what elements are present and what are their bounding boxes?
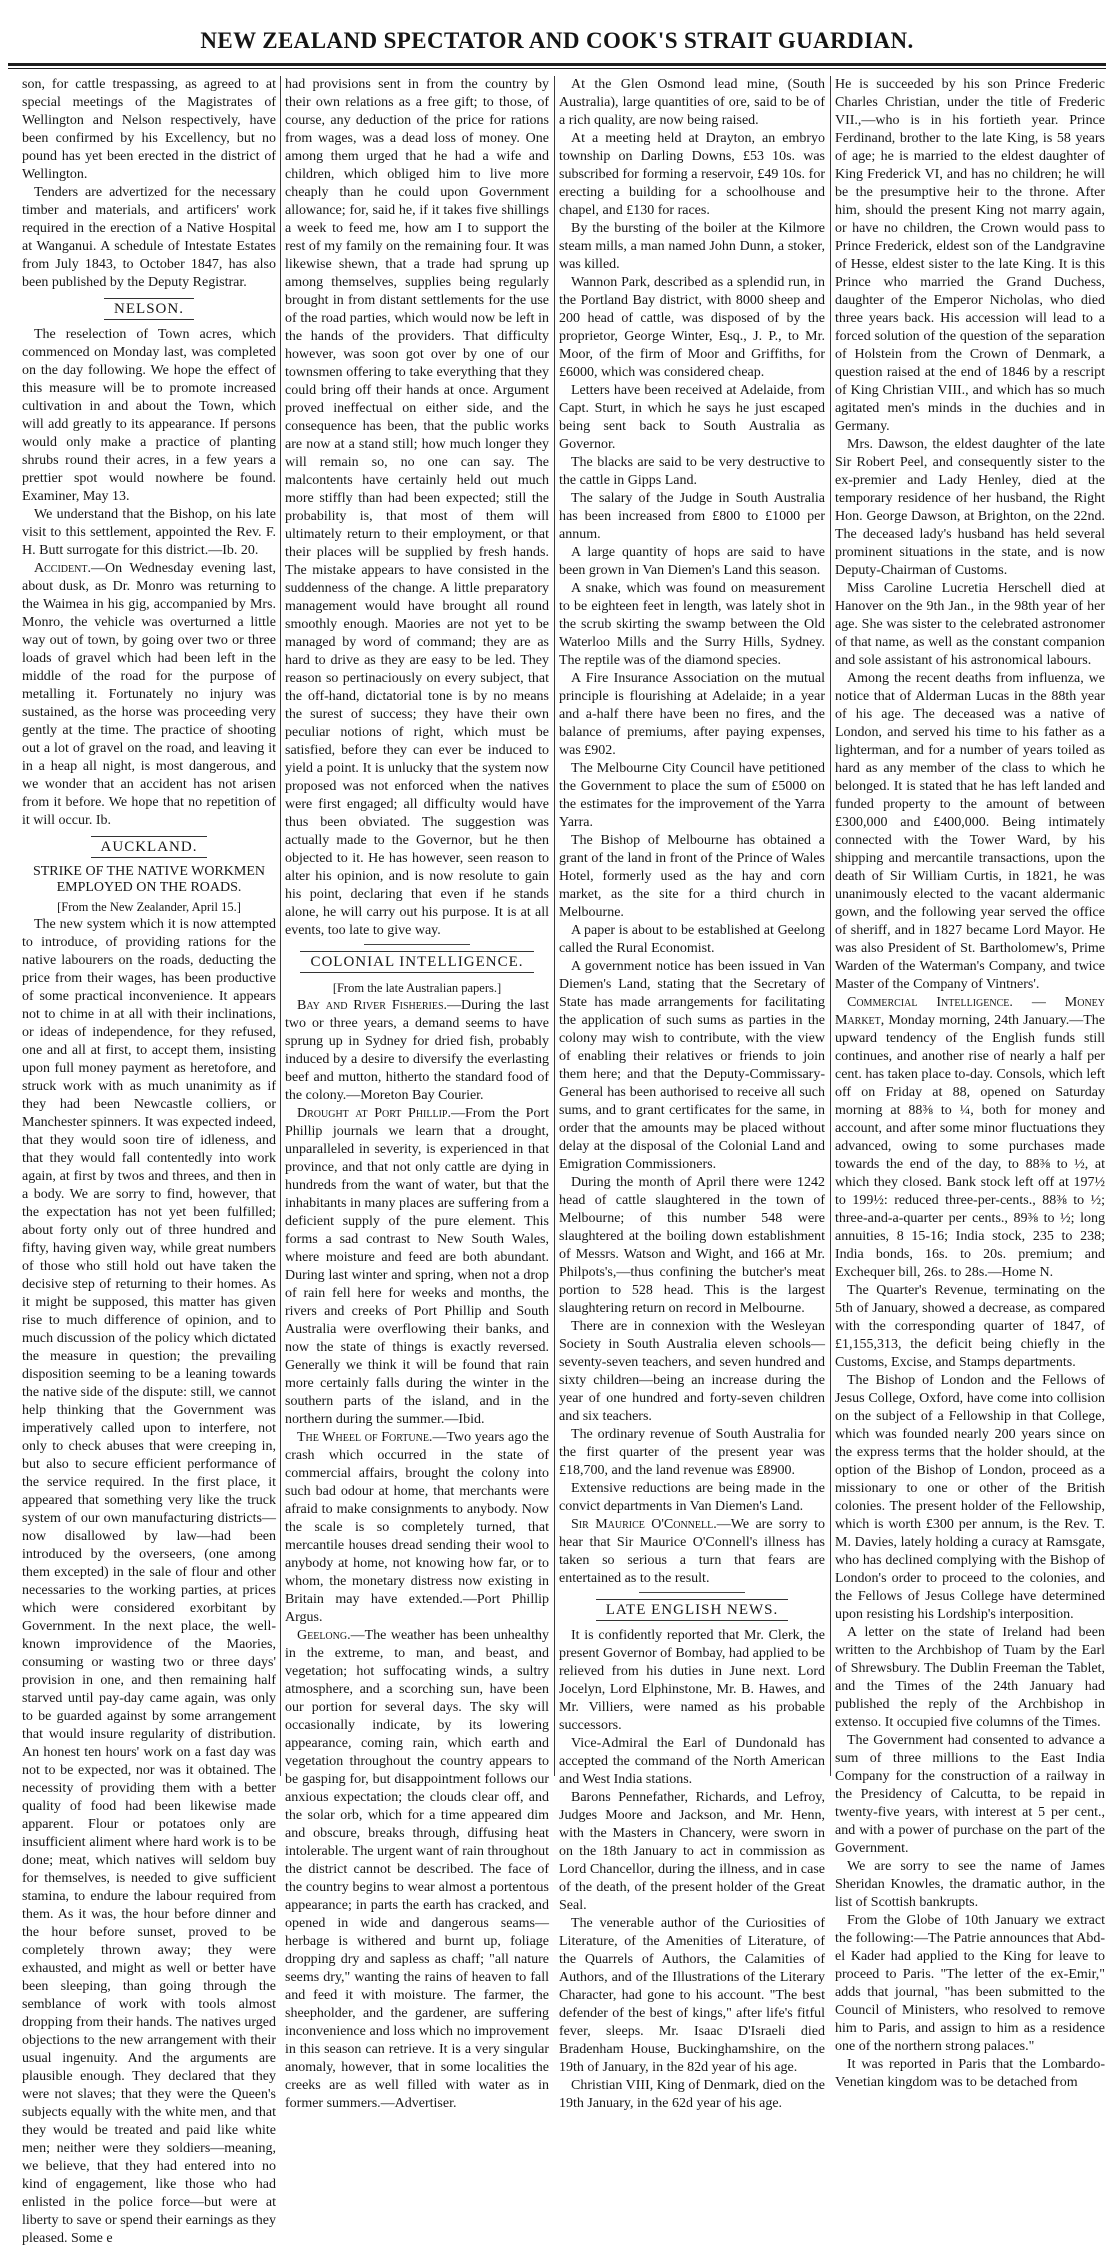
paragraph: A Fire Insurance Association on the mutual principle is flourishing at Adelaide; in a year and a-half there have been no fires, and the balance of premiums, after paying expenses, was £902. xyxy=(559,671,825,758)
paragraph: He is succeeded by his son Prince Frederic Charles Christian, under the title of Frederic VII.,—who is in his fortieth year. Prince Ferdinand, brother to the late King, is 58 years of age; he is married to the eldest daughter of King Frederick VI, and has no children; he will be the presumptive heir to the throne. After him, should the present King not marry again, or have no children, the Crown would pass to Prince Frederick, eldest son of the Landgravine of Hesse, eldest sister to the late King. It is this Prince who married the Grand Duchess, daughter of the Emperor Nicholas, who died three years back. His accession will lead to a forced solution of the question of the separation of Holstein from the Crown of Denmark, a question raised at the end of 1846 by a rescript of King Christian VIII., and which has so much agitated men's minds in the duchies and in Germany. xyxy=(835,77,1105,434)
paragraph: Drought at Port Phillip.—From the Port Phillip journals we learn that a drought, unparalleled in severity, is experienced in that province, and that not only cattle are dying in hundreds from the want of water, but that the inhabitants in many places are suffering from a deficient supply of the pure element. This forms a sad contrast to New South Wales, where moisture and feed are both abundant. During last winter and spring, when not a drop of rain fell here for weeks and months, the rivers and creeks of Port Phillip and South Australia were overflowing their banks, and now the state of things is exactly reversed. Generally we think it will be found that rain more certainly falls during the winter in the southern parts of the island, and in the northern during the summer.—Ibid. xyxy=(285,1106,549,1427)
paragraph: The Bishop of Melbourne has obtained a grant of the land in front of the Prince of Wales Hotel, formerly used as the hay and corn market, as the site for a third church in Melbourne. xyxy=(559,833,825,920)
paragraph: Miss Caroline Lucretia Herschell died at Hanover on the 9th Jan., in the 98th year of her age. She was sister to the celebrated astronomer of that name, as well as the constant companion and sole assistant of his astronomical labours. xyxy=(835,581,1105,668)
paragraph: It was reported in Paris that the Lombardo-Venetian kingdom was to be detached from xyxy=(835,2057,1105,2090)
paragraph: Accident.—On Wednesday evening last, about dusk, as Dr. Monro was returning to the Waimea in his gig, accompanied by Mrs. Monro, the vehicle was overturned a little way out of town, by going over two or three loads of gravel which had been left in the middle of the road for the purpose of metalling it. Fortunately no injury was sustained, as the horse was proceeding very gently at the time. The practice of shooting out a lot of gravel on the road, and leaving it in a heap all night, is most dangerous, and we wonder that an accident has not arisen from it before. We hope that no repetition of it will occur. Ib. xyxy=(22,561,276,828)
paragraph: At a meeting held at Drayton, an embryo township on Darling Downs, £53 10s. was subscribed for forming a reservoir, £49 10s. for erecting a building for a schoolhouse and chapel, and £130 for races. xyxy=(559,131,825,218)
column-divider xyxy=(280,76,281,1776)
paragraph: The Quarter's Revenue, terminating on the 5th of January, showed a decrease, as compared with the corresponding quarter of 1847, of £1,155,313, the deficit being chiefly in the Customs, Excise, and Stamps departments. xyxy=(835,1283,1105,1370)
section-title-colonial: COLONIAL INTELLIGENCE. xyxy=(285,951,549,973)
masthead-rule-thick xyxy=(8,63,1106,66)
paragraph: The Government had consented to advance a sum of three millions to the East India Company for the construction of a railway in the Presidency of Calcutta, to be repaid in twenty-five years, with interest at 5 per cent., and with a power of purchase on the part of the Government. xyxy=(835,1733,1105,1856)
paragraph: We understand that the Bishop, on his late visit to this settlement, appointed the Rev. F. H. Butt surrogate for this district.—Ib. 20. xyxy=(22,507,276,558)
paragraph: had provisions sent in from the country by their own relations as a free gift; to those, of course, any deduction of the price for rations from wages, was a dead loss of money. One among them urged that he had a wife and children, which obliged him to live more cheaply than he could upon Government allowance; for, said he, if it takes five shillings a week to feed me, how am I to support the rest of my family on the remaining four. It was likewise shewn, that a trade had sprung up among themselves, supplies being regularly brought in from distant settlements for the use of the road parties, which would now be left in the hands of the providers. That difficulty however, was soon got over by one of our townsmen offering to take everything that they could bring off their hands at once. Argument proved ineffectual on either side, and the consequence has been, that the public works are now at a stand still; how much longer they will remain so, no one can say. The malcontents have certainly held out much more stiffly than had been expected; still the probability is, that most of them will ultimately return to their employment, or that their places will be supplied by fresh hands. The mistake appears to have consisted in the suddenness of the change. A little preparatory management would have brought all round smoothly enough. Maories are not yet to be managed by word of command; they are as hard to drive as they are easy to be led. They reason so pertinaciously on every subject, that the off-hand, dictatorial tone is by no means the surest of success; they have their own peculiar notions of right, which must be satisfied, before they can ever be induced to yield a point. It is unlucky that the system now proposed was not enforced when the natives were first engaged; all difficulty would have thus been obviated. The suggestion was actually made to the Governor, but he then objected to it. He has however, seen reason to alter his opinion, and is now resolute to gain his point, declaring that even if he stands alone, he will carry out his purpose. It is at all events, too late to give way. xyxy=(285,77,549,938)
section-title-auckland: AUCKLAND. xyxy=(22,836,276,858)
run-in-heading: Drought at Port Phillip. xyxy=(297,1106,451,1121)
paragraph: Commercial Intelligence. — Money Market, Monday morning, 24th January.—The upward tendency of the English funds still continues, and another rise of nearly a half per cent. has taken place to-day. Consols, which left off on Friday at 88, opened on Saturday morning at 88⅜ to ¼, both for money and account, and after some minor fluctuations they advanced, owing to some purchases made towards the end of the day, to 88⅜ to ½, at which they closed. Bank stock left off at 197½ to 199½: reduced three-per-cents., 88⅜ to ½; three-and-a-quarter per cents., 89⅜ to ½; long annuities, 8 15-16; India stock, 235 to 238; India bonds, 16s. to 20s. premium; and Exchequer bill, 26s. to 28s.—Home N. xyxy=(835,995,1105,1280)
paragraph: Tenders are advertized for the necessary timber and materials, and artificers' work required in the erection of a Native Hospital at Wanganui. A schedule of Intestate Estates from July 1843, to October 1847, has also been published by the Deputy Registrar. xyxy=(22,185,276,290)
paragraph: The Wheel of Fortune.—Two years ago the crash which occurred in the state of commercial affairs, brought the colony into such bad odour at home, that merchants were afraid to make consignments to anybody. Now the scale is so completely turned, that mercantile houses dread sending their wool to anybody at home, not knowing how far, or to whom, the monetary distress now existing in Britain may have extended.—Port Phillip Argus. xyxy=(285,1430,549,1625)
section-title-late-english-news: LATE ENGLISH NEWS. xyxy=(559,1599,825,1621)
paragraph: Sir Maurice O'Connell.—We are sorry to hear that Sir Maurice O'Connell's illness has taken so serious a turn that fears are entertained as to the result. xyxy=(559,1517,826,1586)
paragraph: At the Glen Osmond lead mine, (South Australia), large quantities of ore, said to be of a rich quality, are now being raised. xyxy=(559,77,825,128)
paragraph: The Melbourne City Council have petitioned the Government to place the sum of £5000 on the estimates for the improvement of the Yarra Yarra. xyxy=(559,761,825,830)
paragraph: Christian VIII, King of Denmark, died on the 19th January, in the 62d year of his age. xyxy=(559,2078,825,2111)
paragraph: Among the recent deaths from influenza, we notice that of Alderman Lucas in the 88th year of his age. The deceased was a native of London, and served his time to his father as a lighterman, and for a number of years toiled as hard as any member of the class to which he belonged. It is stated that he has left landed and funded property to the amount of between £300,000 and £400,000. Being intimately connected with the Tower Ward, by his shipping and mercantile transactions, upon the death of Sir William Curtis, in 1821, he was unanimously elected to the vacant aldermanic gown, and the following year served the office of sheriff, and in 1827 became Lord Mayor. He was also President of St. Bartholomew's, Prime Warden of the Waterman's Company, and twice Master of the Company of Vintners'. xyxy=(835,671,1105,992)
paragraph: The reselection of Town acres, which commenced on Monday last, was completed on the day following. We hope the effect of this measure will be to promote increased cultivation in and about the Town, which will add greatly to its appearance. If persons would only make a practice of planting shrubs round their acres, in a few years a prettier spot would nowhere be found. Examiner, May 13. xyxy=(22,327,276,504)
paragraph: From the Globe of 10th January we extract the following:—The Patrie announces that Abd-el Kader had applied to the King for leave to proceed to Paris. "The letter of the ex-Emir," adds that journal, "has been submitted to the Council of Ministers, who resolved to remove him to Paris, and assign to him as a residence one of the northern strong palaces." xyxy=(835,1913,1105,2054)
paragraph: Bay and River Fisheries.—During the last two or three years, a demand seems to have sprung up in Sydney for dried fish, probably induced by a desire to diversify the everlasting beef and mutton, hitherto the standard food of the colony.—Moreton Bay Courier. xyxy=(285,998,550,1103)
masthead-rule-thin xyxy=(8,68,1106,69)
article-headline: STRIKE OF THE NATIVE WORKMEN EMPLOYED ON THE ROADS. xyxy=(32,864,266,895)
column-1 xyxy=(22,76,276,2246)
paragraph: The ordinary revenue of South Australia for the first quarter of the present year was £18,700, and the land revenue was £8900. xyxy=(559,1427,825,1478)
paragraph: A paper is about to be established at Geelong called the Rural Economist. xyxy=(559,923,825,956)
column-2 xyxy=(285,76,550,2111)
column-3 xyxy=(559,76,826,2111)
paragraph: The venerable author of the Curiosities of Literature, of the Amenities of Literature, of the Quarrels of Authors, the Calamities of Authors, and of the Illustrations of the Literary Character, had gone to his account. "The best defender of the best of kings," after life's fitful fever, sleeps. Mr. Isaac D'Israeli died Bradenham House, Buckinghamshire, on the 19th of January, in the 82d year of his age. xyxy=(559,1916,825,2075)
run-in-heading: Bay and River Fisheries. xyxy=(297,998,448,1013)
paragraph: The new system which it is now attempted to introduce, of providing rations for the native labourers on the roads, deducting the price from their wages, has been productive of some practical inconvenience. It appears not to chime in at all with their inclinations, or ideas of independence, for they refused, one and all at first, to accept them, insisting upon full money payment as heretofore, and struck work with as much unanimity as if they had been Newcastle colliers, or Manchester spinners. It was expected indeed, that they would soon tire of idleness, and that they would fall contentedly into work again, at first by twos and threes, and then in a body. We are sorry to find, however, that the expectation has not yet been fulfilled; about forty only out of three hundred and fifty, having given way, while great numbers of those who still hold out have taken the decisive step of returning to their homes. As it might be supposed, this matter has given rise to much difference of opinion, and to much discussion of the policy which dictated the measure in question; the prevailing disposition seeming to be a leaning towards the native side of the dispute: still, we cannot help thinking that the Government was imperatively called upon to interfere, not only to check abuses that were creeping in, but also to secure efficient performance of the service required. In the first place, it appeared that something very like the truck system of our own manufacturing districts—now disallowed by law—had been introduced by the overseers, (one among them excepted) in the sale of flour and other necessaries to the working parties, at prices which were considered exorbitant by Government. In the next place, the well-known improvidence of the Maories, consuming or wasting two or three days' provision in one, and then remaining half starved until pay-day came again, was only to be guarded against by some arrangement that would insure regularity of distribution. An honest ten hours' work on a fast day was not to be expected, nor was it obtained. The necessity of providing them with a better quality of food had been likewise made apparent. Flour or potatoes only are insufficient aliment where hard work is to be done; meat, which natives will seldom buy for themselves, is needed to give sufficient stamina, to endure the labour required from them. As it was, the hour before dinner and the hour before sunset, proved to be completely thrown away; they were exhausted, and might as well or better have been sleeping, than going through the semblance of work with tools almost dropping from their hands. The natives urged objections to the new arrangement with their usual ingenuity. And the arguments are plausible enough. They declared that they were not slaves; that they were the Queen's subjects equally with the white men, and that they would be treated and paid like white men; neither were they soldiers—meaning, we believe, that they had entered into no kind of engagement, like those who had enlisted in the police force—but were at liberty to save or spend their earnings as they pleased. Some e xyxy=(22,917,276,2246)
paragraph: We are sorry to see the name of James Sheridan Knowles, the dramatic author, in the list of Scottish bankrupts. xyxy=(835,1859,1105,1910)
article-source: [From the New Zealander, April 15.] xyxy=(57,900,241,914)
paragraph: There are in connexion with the Wesleyan Society in South Australia eleven schools—seventy-seven teachers, and seven hundred and sixty children—being an increase during the year of one hundred and forty-seven children and six teachers. xyxy=(559,1319,825,1424)
separator xyxy=(364,944,470,945)
run-in-heading: Sir Maurice O'Connell. xyxy=(571,1517,717,1532)
paragraph: Extensive reductions are being made in the convict departments in Van Diemen's Land. xyxy=(559,1481,825,1514)
paragraph: During the month of April there were 1242 head of cattle slaughtered in the town of Melbourne; of this number 548 were slaughtered at the boiling down establishment of Messrs. Watson and Wight, and 166 at Mr. Philpots's,—thus confining the butcher's meat portion to 528 head. This is the largest slaughtering return on record in Melbourne. xyxy=(559,1175,825,1316)
paragraph: The Bishop of London and the Fellows of Jesus College, Oxford, have come into collision on the subject of a Fellowship in that College, which was founded nearly 200 years since on the express terms that the holder should, at the option of the Bishop of London, proceed as a missionary to one or other of the British colonies. The present holder of the Fellowship, which is worth £300 per annum, is the Rev. T. M. Davies, lately holding a curacy at Ramsgate, who has declined complying with the Bishop of London's order to proceed to the colonies, and the Fellows of Jesus College have determined upon resisting his Lordship's interposition. xyxy=(835,1373,1105,1622)
newspaper-title: NEW ZEALAND SPECTATOR AND COOK'S STRAIT GUARDIAN. xyxy=(200,28,914,53)
paragraph: Letters have been received at Adelaide, from Capt. Sturt, in which he says he just escaped being sent back to South Australia as Governor. xyxy=(559,383,825,452)
paragraph: A snake, which was found on measurement to be eighteen feet in length, was lately shot in the scrub skirting the swamp between the Old Waterloo Mills and the Surry Hills, Sydney. The reptile was of the diamond species. xyxy=(559,581,825,668)
paragraph: A letter on the state of Ireland had been written to the Archbishop of Tuam by the Earl of Shrewsbury. The Dublin Freeman the Tablet, and the Times of the 24th January had published the reply of the Archbishop in extenso. It occupied five columns of the Times. xyxy=(835,1625,1105,1730)
run-in-heading: The Wheel of Fortune. xyxy=(297,1430,433,1445)
column-divider xyxy=(830,76,831,1776)
column-divider xyxy=(554,76,555,1776)
run-in-heading: Accident. xyxy=(34,561,91,576)
paragraph: son, for cattle trespassing, as agreed to at special meetings of the Magistrates of Wellington and Nelson respectively, have been confirmed by his Excellency, but no pound has yet been erected in the district of Wellington. xyxy=(22,77,276,182)
section-title-nelson: NELSON. xyxy=(22,298,276,320)
paragraph: It is confidently reported that Mr. Clerk, the present Governor of Bombay, had applied to be relieved from his duties in June next. Lord Jocelyn, Lord Elphinstone, Mr. B. Hawes, and Mr. Villiers, were named as his probable successors. xyxy=(559,1628,825,1733)
paragraph: A large quantity of hops are said to have been grown in Van Diemen's Land this season. xyxy=(559,545,825,578)
masthead xyxy=(0,0,1114,60)
paragraph: By the bursting of the boiler at the Kilmore steam mills, a man named John Dunn, a stoker, was killed. xyxy=(559,221,825,272)
paragraph: A government notice has been issued in Van Diemen's Land, stating that the Secretary of State has made arrangements for facilitating the application of such sums as parties in the colony may wish to contribute, with the view of enabling their relatives or friends to join them here; and that the Deputy-Commissary-General has been authorised to receive all such sums, and to grant certificates for the same, in order that the amounts may be placed without delay at the disposal of the Colonial Land and Emigration Commissioners. xyxy=(559,959,825,1172)
separator xyxy=(639,1592,745,1593)
paragraph: The blacks are said to be very destructive to the cattle in Gipps Land. xyxy=(559,455,825,488)
paragraph: Mrs. Dawson, the eldest daughter of the late Sir Robert Peel, and consequently sister to the ex-premier and Lady Henley, died at the temporary residence of her husband, the Right Hon. George Dawson, at Brighton, on the 22nd. The deceased lady's husband has held several prominent situations in the state, and is now Deputy-Chairman of Customs. xyxy=(835,437,1105,578)
paragraph: Barons Pennefather, Richards, and Lefroy, Judges Moore and Jackson, and Mr. Henn, with the Masters in Chancery, were sworn in on the 18th January to act in commission as Lord Chancellor, during the illness, and in case of the death, of the present holder of the Great Seal. xyxy=(559,1790,825,1913)
run-in-heading: Commercial Intelligence. — Money Market, xyxy=(835,995,1105,1028)
paragraph: Wannon Park, described as a splendid run, in the Portland Bay district, with 8000 sheep and 200 head of cattle, was disposed of by the proprietor, George Winter, Esq., J. P., to Mr. Moor, of the firm of Moor and Griffiths, for £6000, which was considered cheap. xyxy=(559,275,825,380)
paragraph: The salary of the Judge in South Australia has been increased from £800 to £1000 per annum. xyxy=(559,491,825,542)
article-source: [From the late Australian papers.] xyxy=(332,981,502,995)
paragraph: Vice-Admiral the Earl of Dundonald has accepted the command of the North American and West India stations. xyxy=(559,1736,825,1787)
column-4 xyxy=(835,76,1105,2090)
paragraph: Geelong.—The weather has been unhealthy in the extreme, to man, and beast, and vegetation; hot suffocating winds, a sultry atmosphere, and a scorching sun, have been our portion for several days. The sky will occasionally indicate, by its lowering appearance, coming rain, which earth and vegetation throughout the country appears to be gasping for, but disappointment follows our anxious expectation; the clouds clear off, and the solar orb, which for a time appeared dim and obscure, breaks through, diffusing heat intolerable. The urgent want of rain throughout the district cannot be described. The face of the country begins to wear almost a portentous appearance; in parts the earth has cracked, and opened in wide and dangerous seams—herbage is withered and burnt up, foliage dropping dry and sapless as chaff; "all nature seems dry," wanting the rains of heaven to fall and feed it with moisture. The farmer, the sheepholder, and the gardener, are suffering inconvenience and loss which no improvement in this season can retrieve. It is a very singular anomaly, however, that in some localities the creeks are as well filled with water as in former summers.—Advertiser. xyxy=(285,1628,549,2111)
run-in-heading: Geelong. xyxy=(297,1628,351,1643)
